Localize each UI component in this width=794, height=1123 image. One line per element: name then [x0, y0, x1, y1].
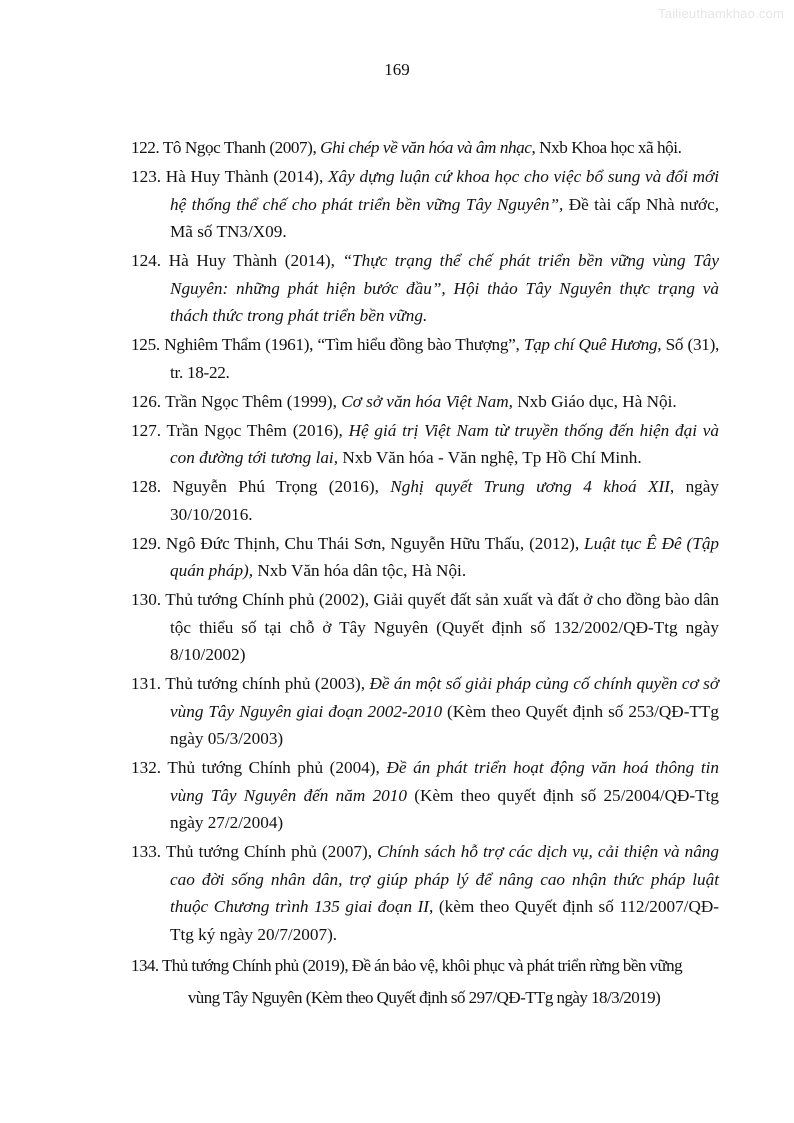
- reference-title: Tạp chí Quê Hương,: [523, 335, 662, 354]
- reference-text: Thủ tướng Chính phủ (2007),: [161, 842, 378, 861]
- reference-number: 128.: [131, 477, 162, 496]
- reference-number: 129.: [131, 533, 162, 553]
- reference-item: [131, 331, 719, 386]
- reference-title: Đề án phát triển hoạt động văn hoá thông tin vùng Tây Nguyên đến năm 2010: [170, 758, 719, 805]
- watermark: Tailieuthamkhao.com: [658, 6, 784, 21]
- reference-text: Ngô Đức Thịnh, Chu Thái Sơn, Nguyễn Hữu Thấu, (2012),: [161, 533, 585, 553]
- reference-text-line1: Thủ tướng Chính phủ (2019), Đề án bảo vệ, khôi phục và phát triển rừng bền vững: [158, 955, 683, 975]
- reference-number: 124.: [131, 251, 162, 270]
- reference-item: [131, 754, 719, 837]
- reference-text-line2: vùng Tây Nguyên (Kèm theo Quyết định số 297/QĐ-TTg ngày 18/3/2019): [187, 987, 661, 1007]
- reference-text: Nguyễn Phú Trọng (2016),: [161, 477, 391, 496]
- reference-item: [131, 163, 719, 246]
- reference-text: , ngày 30/10/2016.: [170, 477, 719, 524]
- reference-number: 133.: [131, 842, 162, 861]
- reference-item: [131, 838, 719, 948]
- reference-title: Chính sách hỗ trợ các dịch vụ, cải thiện và nâng cao đời sống nhân dân, trợ giúp pháp lý để nâng cao nhận thức pháp luật thuộc Chương trình 135 giai đoạn II: [170, 842, 719, 916]
- reference-number: 123.: [131, 167, 162, 186]
- reference-text: Nxb Văn hóa dân tộc, Hà Nội.: [253, 561, 467, 580]
- reference-item: [131, 247, 719, 330]
- reference-title: Ghi chép về văn hóa và âm nhạc: [320, 138, 532, 157]
- reference-item-last: [131, 950, 719, 1014]
- reference-text: Mã số TN3/X09.: [170, 222, 287, 241]
- reference-text: Số (31), tr. 18-22.: [170, 335, 719, 382]
- reference-title: Xây dựng luận cứ khoa học cho việc bổ sung và đổi mới hệ thống thể chế cho phát triển bền vững Tây Nguyên”,: [170, 167, 719, 214]
- reference-text: Thủ tướng Chính phủ (2002), Giải quyết đất sản xuất và đất ở cho đồng bào dân tộc thiểu số tại chỗ ở Tây Nguyên (Quyết định số 132/2002/QĐ-Ttg ngày 8/10/2002): [161, 590, 719, 664]
- reference-text: (Kèm theo Quyết định số 253/QĐ-TTg ngày 05/3/2003): [170, 701, 720, 748]
- reference-item: [131, 134, 719, 162]
- reference-number: 122.: [131, 138, 160, 157]
- reference-text: Nxb Giáo dục, Hà Nội.: [512, 391, 677, 411]
- reference-list: [131, 134, 719, 1015]
- reference-title: Cơ sở văn hóa Việt Nam,: [341, 391, 513, 411]
- reference-text: , Nxb Khoa học xã hội.: [531, 138, 682, 157]
- reference-item: [131, 417, 719, 472]
- reference-text: (Kèm theo quyết định số 25/2004/QĐ-Ttg ngày 27/2/2004): [170, 785, 719, 832]
- reference-title: Đề án một số giải pháp củng cố chính quyền cơ sở vùng Tây Nguyên giai đoạn 2002-2010: [170, 674, 719, 721]
- reference-text: Hà Huy Thành (2014),: [161, 167, 329, 186]
- page-number: 169: [384, 60, 410, 79]
- reference-number: 126.: [131, 391, 162, 411]
- reference-text: , (kèm theo Quyết định số 112/2007/QĐ-Ttg ký ngày 20/7/2007).: [170, 897, 719, 944]
- reference-item: [131, 388, 719, 416]
- reference-item: [131, 586, 719, 669]
- reference-number: 132.: [131, 758, 162, 777]
- reference-number: 134.: [131, 955, 159, 975]
- reference-text: Trần Ngọc Thêm (1999),: [161, 391, 342, 411]
- reference-number: 130.: [131, 590, 162, 609]
- reference-text: Thủ tướng Chính phủ (2004),: [161, 758, 387, 777]
- reference-item: [131, 530, 719, 585]
- reference-title: Nghị quyết Trung ương 4 khoá XII: [390, 477, 670, 496]
- reference-text: Hà Huy Thành (2014),: [161, 251, 343, 270]
- reference-text: Thủ tướng chính phủ (2003),: [161, 674, 370, 693]
- reference-title: “Thực trạng thể chế phát triển bền vững vùng Tây Nguyên: những phát hiện bước đầu”, Hội thảo Tây Nguyên thực trạng và thách thức trong phát triển bền vững.: [170, 251, 719, 325]
- reference-item: [131, 473, 719, 528]
- reference-number: 131.: [131, 674, 162, 693]
- reference-title: ,: [714, 194, 719, 214]
- reference-item: [131, 670, 719, 753]
- reference-text: Đề tài cấp Nhà nước: [563, 194, 715, 214]
- reference-title: Hệ giá trị Việt Nam từ truyền thống đến hiện đại và con đường tới tương lai,: [170, 420, 719, 467]
- reference-title: Luật tục Ê Đê (Tập quán pháp),: [170, 533, 720, 580]
- reference-text: Trần Ngọc Thêm (2016),: [161, 420, 349, 440]
- reference-number: 127.: [131, 420, 162, 440]
- reference-text: Tô Ngọc Thanh (2007),: [159, 138, 321, 157]
- reference-number: 125.: [131, 335, 160, 354]
- reference-text: Nghiêm Thẩm (1961), “Tìm hiểu đồng bào Thượng”,: [159, 335, 524, 354]
- reference-text: Nxb Văn hóa - Văn nghệ, Tp Hồ Chí Minh.: [338, 448, 642, 467]
